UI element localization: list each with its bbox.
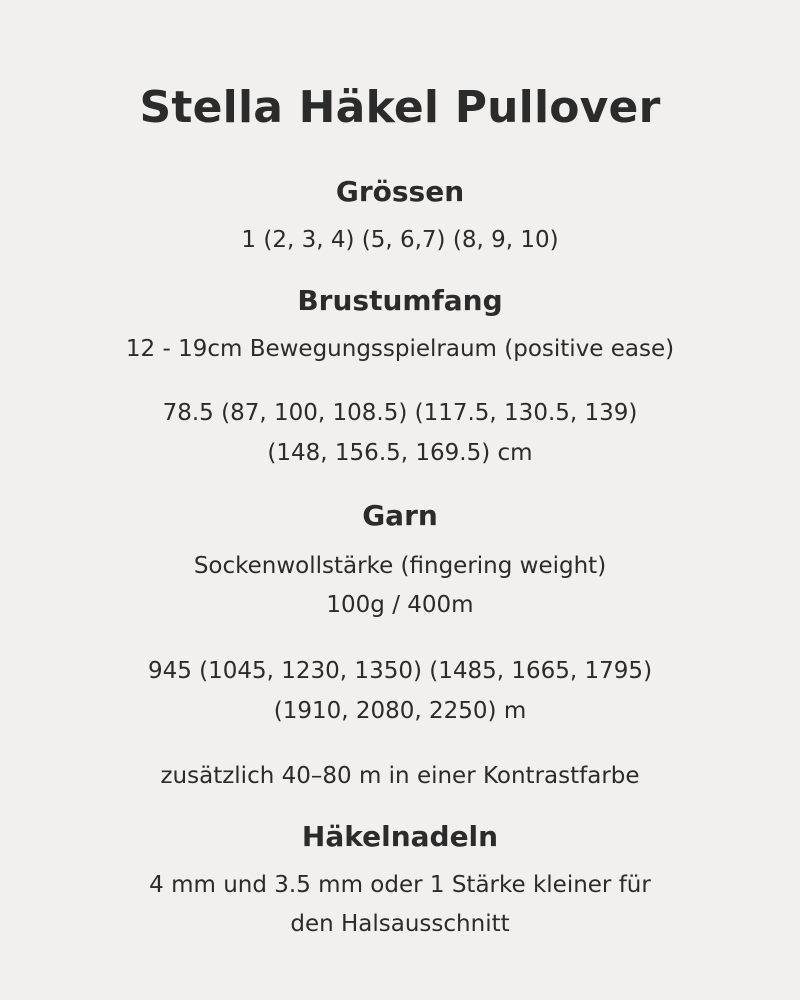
sizes-text: 1 (2, 3, 4) (5, 6,7) (8, 9, 10) [241, 227, 559, 253]
chest-measurements-line-2: (148, 156.5, 169.5) cm [267, 440, 533, 466]
yarn-amount-line-1: 945 (1045, 1230, 1350) (1485, 1665, 1795) [147, 658, 653, 684]
yarn-amount-line-2: (1910, 2080, 2250) m [273, 698, 527, 724]
hook-size-line-2: den Halsausschnitt [290, 911, 510, 937]
page-title: Stella Häkel Pullover [139, 82, 661, 133]
yarn-weight-text: Sockenwollstärke (fingering weight) [193, 553, 607, 579]
section-heading-brustumfang: Brustumfang [297, 284, 503, 317]
yarn-yardage-text: 100g / 400m [326, 592, 474, 618]
section-heading-haekelnadeln: Häkelnadeln [301, 820, 499, 853]
section-heading-garn: Garn [362, 499, 438, 532]
hook-size-line-1: 4 mm und 3.5 mm oder 1 Stärke kleiner für [149, 872, 651, 898]
chest-measurements-line-1: 78.5 (87, 100, 108.5) (117.5, 130.5, 139) [162, 400, 638, 426]
section-heading-groessen: Grössen [335, 175, 465, 208]
ease-text: 12 - 19cm Bewegungsspielraum (positive ease) [125, 336, 675, 362]
contrast-yarn-text: zusätzlich 40–80 m in einer Kontrastfarbe [160, 763, 640, 789]
